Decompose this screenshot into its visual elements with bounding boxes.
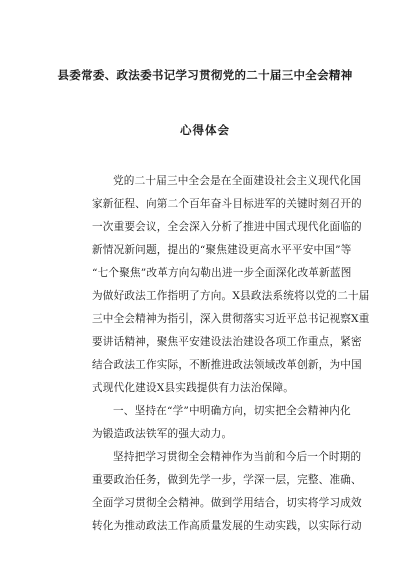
body-line: 一次重要会议，全会深入分析了推进中国式现代化面临的: [92, 221, 362, 233]
body-line: 为做好政法工作指明了方向。X县政法系统将以党的二十届: [92, 290, 370, 302]
body-line: 转化为推动政法工作高质量发展的生动实践，以实际行动: [92, 520, 362, 532]
body-line: 重要政治任务，做到先学一步，学深一层，完整、准确、: [92, 474, 362, 486]
body-line: 式现代化建设X县实践提供有力法治保障。: [92, 382, 295, 394]
document-title: 县委常委、政法委书记学习贯彻党的二十届三中全会精神: [57, 68, 353, 82]
section-heading-line: 一、坚持在“学”中明确方向，切实把全会精神内化: [113, 405, 351, 417]
body-line: 全面学习贯彻全会精神。做到学用结合，切实将学习成效: [92, 497, 362, 509]
section-heading-line: 为锻造政法铁军的强大动力。: [92, 428, 233, 440]
body-line: 党的二十届三中全会是在全面建设社会主义现代化国: [113, 175, 362, 187]
body-line: 结合政法工作实际，不断推进政法领域改革创新，为中国: [92, 359, 362, 371]
body-line: “七个聚焦”改革方向勾勒出进一步全面深化改革新蓝图: [92, 267, 352, 279]
body-line: 新情况新问题，提出的“聚焦建设更高水平平安中国”等: [92, 244, 352, 256]
body-line: 坚持把学习贯彻全会精神作为当前和今后一个时期的: [113, 451, 362, 463]
body-line: 要讲话精神，聚焦平安建设法治建设各项工作重点，紧密: [92, 336, 362, 348]
body-line: 三中全会精神为指引，深入贯彻落实习近平总书记视察X重: [92, 313, 370, 325]
body-line: 家新征程、向第二个百年奋斗目标进军的关键时刻召开的: [92, 198, 362, 210]
document-subtitle: 心得体会: [180, 123, 230, 137]
